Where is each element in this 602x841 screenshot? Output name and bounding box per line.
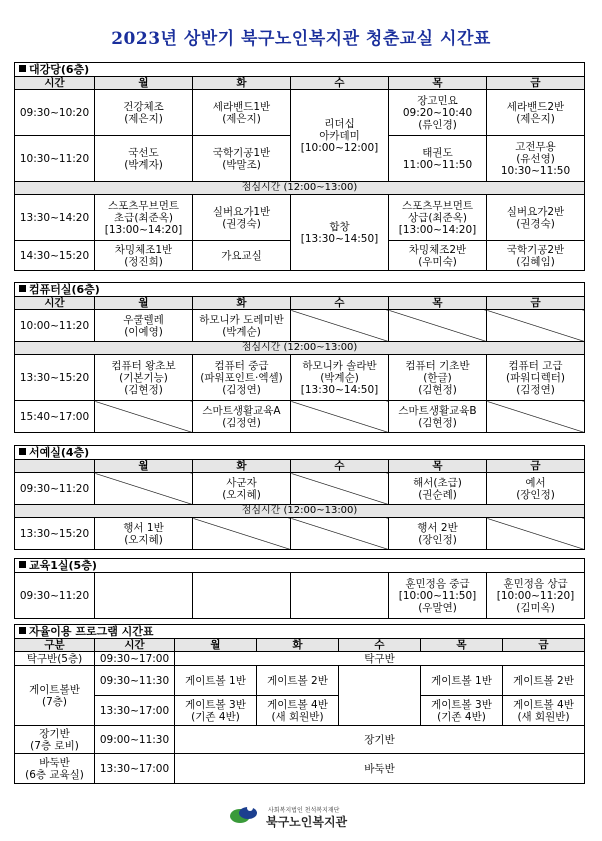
cell-line: [10:00~11:20] <box>496 589 575 602</box>
cell-line: 게이트볼 1반 <box>185 674 246 687</box>
cell-line: (새 회원반) <box>517 710 570 723</box>
header-time: 시간 <box>95 639 175 652</box>
class-cell <box>95 90 193 136</box>
cell-line: [13:00~14:20] <box>104 223 183 236</box>
header-fri: 금 <box>503 639 585 652</box>
empty-cell <box>95 473 193 505</box>
cell-line: (7층 로비) <box>30 739 79 752</box>
education-timetable <box>14 558 585 619</box>
cell-line: 게이트볼 3반 <box>431 698 492 711</box>
cell-line: (오지혜) <box>124 533 163 546</box>
cell-line: (파워포인트·엑셀) <box>200 371 283 384</box>
class-cell <box>175 696 257 726</box>
cell-line: 우쿨렐레 <box>123 313 164 326</box>
cell-line: 게이트볼반 <box>29 683 80 696</box>
cell-line: (파워디렉터) <box>506 371 565 384</box>
cell-line: 해서(초급) <box>413 476 462 489</box>
cell-line: 초급(최준옥) <box>114 211 173 224</box>
footer-logo <box>228 802 378 830</box>
cell-line: (7층) <box>41 695 68 708</box>
cell-line: (권순례) <box>418 488 457 501</box>
class-cell <box>193 473 291 505</box>
category-cell <box>15 754 95 784</box>
self-program-timetable <box>14 624 585 784</box>
class-cell <box>487 241 585 271</box>
class-cell <box>389 401 487 433</box>
class-cell <box>193 136 291 182</box>
class-cell: 바둑반 <box>175 754 585 784</box>
class-cell <box>193 310 291 342</box>
cell-line: (권경숙) <box>516 217 555 230</box>
cell-line: (김정연) <box>222 416 261 429</box>
cell-line: 컴퓨터 기초반 <box>405 359 470 372</box>
cell-line: 장고민요 <box>417 94 458 107</box>
empty-cell <box>291 401 389 433</box>
cell-line: 10:30~11:50 <box>500 164 571 177</box>
cell-line: (제은지) <box>516 112 555 125</box>
cell-line: (장인정) <box>418 533 457 546</box>
header-category: 구분 <box>15 639 95 652</box>
cell-line: (우미숙) <box>418 255 457 268</box>
header-tue: 화 <box>257 639 339 652</box>
header-mon: 월 <box>95 460 193 473</box>
time-cell: 10:00~11:20 <box>15 310 95 342</box>
class-cell <box>291 90 389 182</box>
cell-line: (6층 교육실) <box>25 768 84 781</box>
time-cell: 09:30~17:00 <box>95 652 175 666</box>
cell-line: 스마트생활교육B <box>398 404 477 417</box>
cell-line: [10:00~12:00] <box>300 141 379 154</box>
cell-line: (기존 4반) <box>437 710 486 723</box>
header-wed: 수 <box>291 77 389 90</box>
class-cell <box>257 666 339 696</box>
cell-line: 컴퓨터 중급 <box>214 359 269 372</box>
cell-line: 실버요가1반 <box>212 205 271 218</box>
header-thu: 목 <box>421 639 503 652</box>
class-cell <box>193 401 291 433</box>
cell-line: (박말조) <box>222 158 261 171</box>
class-cell <box>503 696 585 726</box>
cell-line: (김정연) <box>516 383 555 396</box>
class-cell <box>389 136 487 182</box>
cell-line: 게이트볼 4반 <box>513 698 574 711</box>
cell-line: 스마트생활교육A <box>202 404 281 417</box>
cell-line: (류인경) <box>418 118 457 131</box>
class-cell <box>503 666 585 696</box>
class-cell <box>421 696 503 726</box>
empty-cell <box>193 573 291 619</box>
class-cell <box>389 90 487 136</box>
header-time <box>15 460 95 473</box>
header-time: 시간 <box>15 77 95 90</box>
class-cell <box>487 355 585 401</box>
class-cell <box>193 90 291 136</box>
header-thu: 목 <box>389 77 487 90</box>
section-title-self: 자율이용 프로그램 시간표 <box>15 625 585 639</box>
header-thu: 목 <box>389 460 487 473</box>
cell-line: 국학기공1반 <box>212 146 271 159</box>
empty-cell <box>291 518 389 550</box>
category-cell: 탁구반(5층) <box>15 652 95 666</box>
header-mon: 월 <box>175 639 257 652</box>
header-tue: 화 <box>193 77 291 90</box>
class-cell <box>389 355 487 401</box>
cell-line: 하모니카 솔라반 <box>302 359 377 372</box>
empty-cell <box>389 310 487 342</box>
cell-line: 게이트볼 4반 <box>267 698 328 711</box>
time-cell: 09:00~11:30 <box>95 726 175 754</box>
cell-line: 행서 2반 <box>417 521 458 534</box>
lunch-row: 점심시간 (12:00~13:00) <box>15 182 585 195</box>
cell-line: 컴퓨터 고급 <box>508 359 563 372</box>
calligraphy-timetable <box>14 445 585 550</box>
cell-line: 국선도 <box>128 146 159 159</box>
hall-timetable <box>14 62 585 271</box>
empty-cell <box>95 401 193 433</box>
cell-line: (박계순) <box>222 325 261 338</box>
class-cell <box>95 195 193 241</box>
cell-line: 건강체조 <box>123 100 164 113</box>
cell-line: 09:20~10:40 <box>402 106 473 119</box>
header-tue: 화 <box>193 460 291 473</box>
time-cell: 13:30~15:20 <box>15 355 95 401</box>
page-title: 2023년 상반기 북구노인복지관 청춘교실 시간표 <box>111 29 491 49</box>
empty-cell <box>487 401 585 433</box>
empty-cell <box>193 518 291 550</box>
header-time: 시간 <box>15 297 95 310</box>
cell-line: [10:00~11:50] <box>398 589 477 602</box>
time-cell: 15:40~17:00 <box>15 401 95 433</box>
class-cell <box>95 241 193 271</box>
section-title-calligraphy: 서예실(4층) <box>15 446 585 460</box>
cell-line: (우말연) <box>418 601 457 614</box>
empty-cell <box>487 310 585 342</box>
cell-line: 국학기공2반 <box>506 243 565 256</box>
class-cell: 탁구반 <box>175 652 585 666</box>
cell-line: [13:00~14:20] <box>398 223 477 236</box>
class-cell <box>487 90 585 136</box>
header-fri: 금 <box>487 77 585 90</box>
section-title-education: 교육1실(5층) <box>15 559 585 573</box>
time-cell: 09:30~11:20 <box>15 473 95 505</box>
cell-line: 고전무용 <box>515 140 556 153</box>
cell-line: [13:30~14:50] <box>300 383 379 396</box>
header-wed: 수 <box>291 297 389 310</box>
foundation-name: 사회복지법인 천석복지재단 <box>268 807 340 814</box>
cell-line: 합창 <box>329 220 350 233</box>
empty-cell <box>291 310 389 342</box>
class-cell <box>257 696 339 726</box>
cell-line: 장기반 <box>39 727 70 740</box>
class-cell <box>193 195 291 241</box>
cell-line: (기본기능) <box>119 371 168 384</box>
cell-line: (한글) <box>423 371 452 384</box>
cell-line: (김현정) <box>418 416 457 429</box>
class-cell <box>487 195 585 241</box>
section-title-computer: 컴퓨터실(6층) <box>15 283 585 297</box>
empty-cell <box>291 573 389 619</box>
class-cell <box>389 241 487 271</box>
empty-cell <box>487 518 585 550</box>
lunch-row: 점심시간 (12:00~13:00) <box>15 342 585 355</box>
section-title-hall: 대강당(6층) <box>15 63 585 77</box>
computer-timetable <box>14 282 585 433</box>
header-wed: 수 <box>291 460 389 473</box>
time-cell: 09:30~10:20 <box>15 90 95 136</box>
cell-line: 예서 <box>525 476 546 489</box>
cell-line: 게이트볼 3반 <box>185 698 246 711</box>
cell-line: (유선영) <box>516 152 555 165</box>
cell-line: (장인정) <box>516 488 555 501</box>
cell-line: 스포츠무브먼트 <box>107 199 179 212</box>
empty-cell <box>339 666 421 726</box>
time-cell: 09:30~11:20 <box>15 573 95 619</box>
class-cell <box>175 666 257 696</box>
header-fri: 금 <box>487 460 585 473</box>
class-cell <box>291 195 389 271</box>
class-cell <box>95 310 193 342</box>
class-cell <box>487 136 585 182</box>
time-cell: 14:30~15:20 <box>15 241 95 271</box>
cell-line: 세라밴드2반 <box>506 100 565 113</box>
cell-line: (박계자) <box>124 158 163 171</box>
cell-line: 상급(최준옥) <box>408 211 467 224</box>
class-cell <box>95 136 193 182</box>
cell-line: 차밍체조1반 <box>114 243 173 256</box>
class-cell <box>95 355 193 401</box>
time-cell: 13:30~15:20 <box>15 518 95 550</box>
cell-line: 실버요가2반 <box>506 205 565 218</box>
cell-line: [13:30~14:50] <box>300 232 379 245</box>
class-cell <box>487 573 585 619</box>
cell-line: 태권도 <box>422 146 453 159</box>
header-wed: 수 <box>339 639 421 652</box>
cell-line: 하모니카 도레미반 <box>199 313 284 326</box>
empty-cell <box>95 573 193 619</box>
category-cell <box>15 726 95 754</box>
class-cell <box>389 473 487 505</box>
cell-line: (제은지) <box>222 112 261 125</box>
center-name: 북구노인복지관 <box>266 815 348 829</box>
cell-line: 리더십 <box>324 117 355 130</box>
class-cell <box>389 573 487 619</box>
cell-line: 게이트볼 2반 <box>513 674 574 687</box>
class-cell <box>193 241 291 271</box>
cell-line: 아카데미 <box>319 129 360 142</box>
cell-line: 가요교실 <box>221 249 262 262</box>
header-thu: 목 <box>389 297 487 310</box>
class-cell: 장기반 <box>175 726 585 754</box>
cell-line: 바둑반 <box>39 756 70 769</box>
cell-line: 차밍체조2반 <box>408 243 467 256</box>
cell-line: (김현정) <box>124 383 163 396</box>
cell-line: (김현정) <box>418 383 457 396</box>
cell-line: (김혜임) <box>516 255 555 268</box>
cell-line: (이예영) <box>124 325 163 338</box>
empty-cell <box>291 473 389 505</box>
class-cell <box>291 355 389 401</box>
header-fri: 금 <box>487 297 585 310</box>
class-cell <box>389 195 487 241</box>
time-cell: 13:30~17:00 <box>95 696 175 726</box>
cell-line: (박계순) <box>320 371 359 384</box>
cell-line: 게이트볼 1반 <box>431 674 492 687</box>
cell-line: 사군자 <box>226 476 257 489</box>
class-cell <box>421 666 503 696</box>
cell-line: (새 회원반) <box>271 710 324 723</box>
time-cell: 13:30~17:00 <box>95 754 175 784</box>
cell-line: (제은지) <box>124 112 163 125</box>
header-mon: 월 <box>95 297 193 310</box>
class-cell <box>389 518 487 550</box>
class-cell <box>193 355 291 401</box>
cell-line: 컴퓨터 왕초보 <box>111 359 176 372</box>
cell-line: (김미옥) <box>516 601 555 614</box>
logo-mark-icon <box>228 802 262 828</box>
class-cell <box>95 518 193 550</box>
header-tue: 화 <box>193 297 291 310</box>
cell-line: (기존 4반) <box>191 710 240 723</box>
time-cell: 13:30~14:20 <box>15 195 95 241</box>
class-cell <box>487 473 585 505</box>
category-cell <box>15 666 95 726</box>
cell-line: (정진희) <box>124 255 163 268</box>
lunch-row: 점심시간 (12:00~13:00) <box>15 505 585 518</box>
cell-line: 훈민정음 중급 <box>405 577 470 590</box>
cell-line: 세라밴드1반 <box>212 100 271 113</box>
cell-line: 스포츠무브먼트 <box>401 199 473 212</box>
time-cell: 09:30~11:30 <box>95 666 175 696</box>
cell-line: (권경숙) <box>222 217 261 230</box>
cell-line: 행서 1반 <box>123 521 164 534</box>
cell-line: (김정연) <box>222 383 261 396</box>
cell-line: 훈민정음 상급 <box>503 577 568 590</box>
cell-line: 11:00~11:50 <box>402 158 473 171</box>
cell-line: (오지혜) <box>222 488 261 501</box>
header-mon: 월 <box>95 77 193 90</box>
time-cell: 10:30~11:20 <box>15 136 95 182</box>
cell-line: 게이트볼 2반 <box>267 674 328 687</box>
